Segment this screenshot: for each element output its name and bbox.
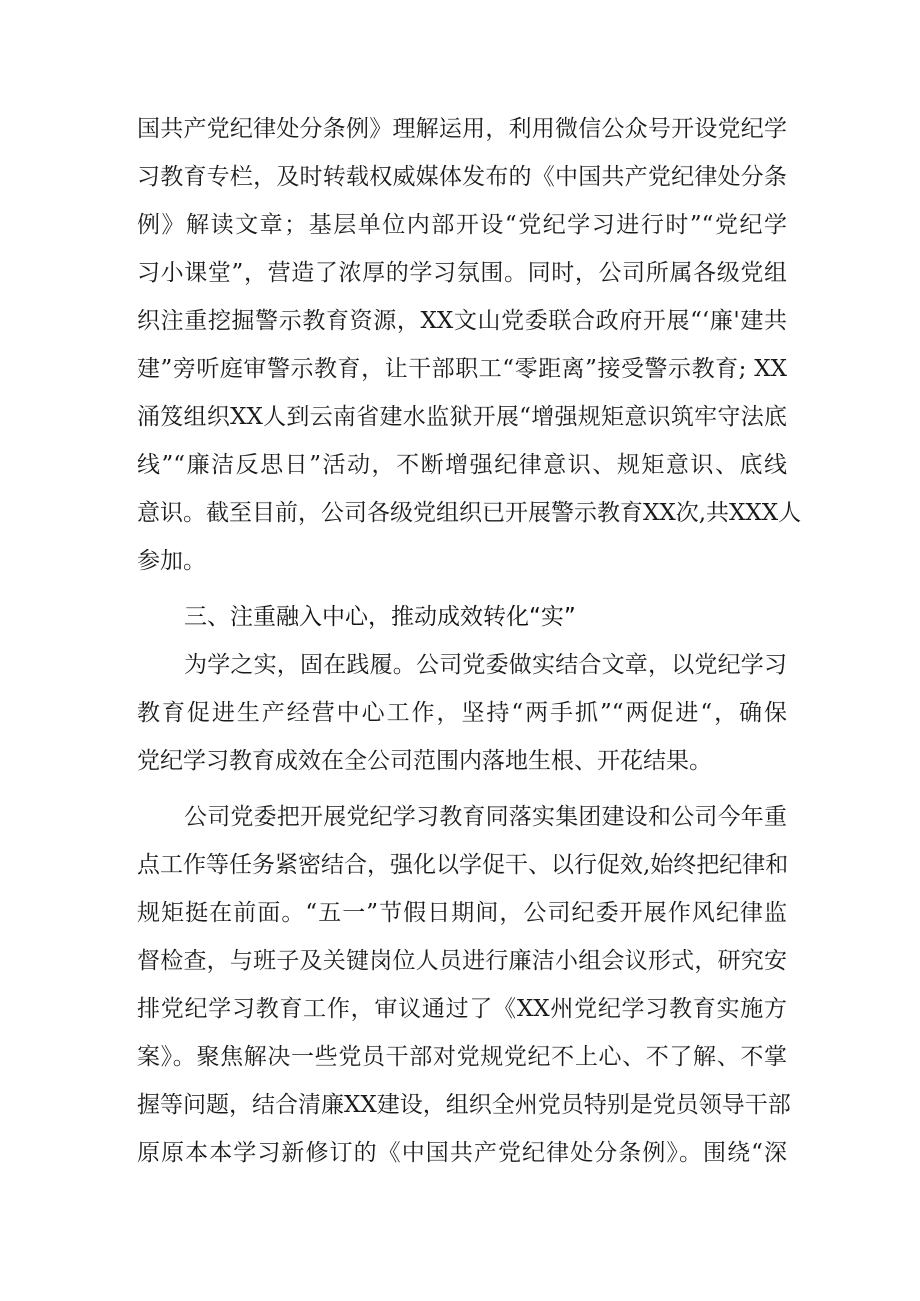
paragraph-3-line-2: 点工作等任务紧密结合，强化以学促干、以行促效,始终把纪律和 — [137, 852, 789, 878]
paragraph-3-line-6: 案》。聚焦解决一些党员干部对党规党纪不上心、不了解、不掌 — [137, 1044, 787, 1070]
paragraph-1-line-7: 涌笈组织XX人到云南省建水监狱开展“增强规矩意识筑牢守法底 — [137, 404, 787, 430]
paragraph-1-line-3: 例》解读文章；基层单位内部开设“党纪学习进行时”“党纪学 — [137, 212, 787, 238]
paragraph-1-line-9: 意识。截至目前，公司各级党组织已开展警示教育XX次,共XXX人 — [137, 500, 802, 526]
paragraph-1-line-8: 线”“廉洁反思日”活动，不断增强纪律意识、规矩意识、底线 — [137, 452, 787, 478]
paragraph-1-line-1: 国共产党纪律处分条例》理解运用，利用微信公众号开设党纪学 — [137, 116, 787, 142]
paragraph-3-line-5: 排党纪学习教育工作，审议通过了《XX州党纪学习教育实施方 — [137, 996, 787, 1022]
paragraph-2-line-2: 教育促进生产经营中心工作，坚持“两手抓”“两促进“，确保 — [137, 700, 787, 726]
paragraph-3-line-7: 握等问题，结合清廉XX建设，组织全州党员特别是党员领导干部 — [137, 1092, 791, 1118]
paragraph-1-line-10: 参加。 — [137, 548, 206, 574]
paragraph-3-line-8: 原原本本学习新修订的《中国共产党纪律处分条例》。围绕“深 — [137, 1140, 787, 1166]
paragraph-2-line-3: 党纪学习教育成效在全公司范围内落地生根、开花结果。 — [137, 748, 712, 774]
paragraph-3-line-1: 公司党委把开展党纪学习教育同落实集团建设和公司今年重 — [184, 804, 787, 830]
paragraph-1-line-2: 习教育专栏，及时转载权威媒体发布的《中国共产党纪律处分条 — [137, 164, 787, 190]
paragraph-3-line-3: 规矩挺在前面。“五一”节假日期间，公司纪委开展作风纪律监 — [137, 900, 787, 926]
section-heading: 三、注重融入中心，推动成效转化“实” — [184, 604, 576, 630]
paragraph-3-line-4: 督检查，与班子及关键岗位人员进行廉洁小组会议形式，研究安 — [137, 948, 787, 974]
paragraph-2-line-1: 为学之实，固在践履。公司党委做实结合文章，以党纪学习 — [184, 652, 787, 678]
paragraph-1-line-6: 建”旁听庭审警示教育，让干部职工“零距离”接受警示教育; XX — [137, 356, 787, 382]
paragraph-1-line-5: 织注重挖掘警示教育资源，XX文山党委联合政府开展“‘廉'建共 — [137, 308, 787, 334]
paragraph-1-line-4: 习小课堂”，营造了浓厚的学习氛围。同时，公司所属各级党组 — [137, 260, 787, 286]
